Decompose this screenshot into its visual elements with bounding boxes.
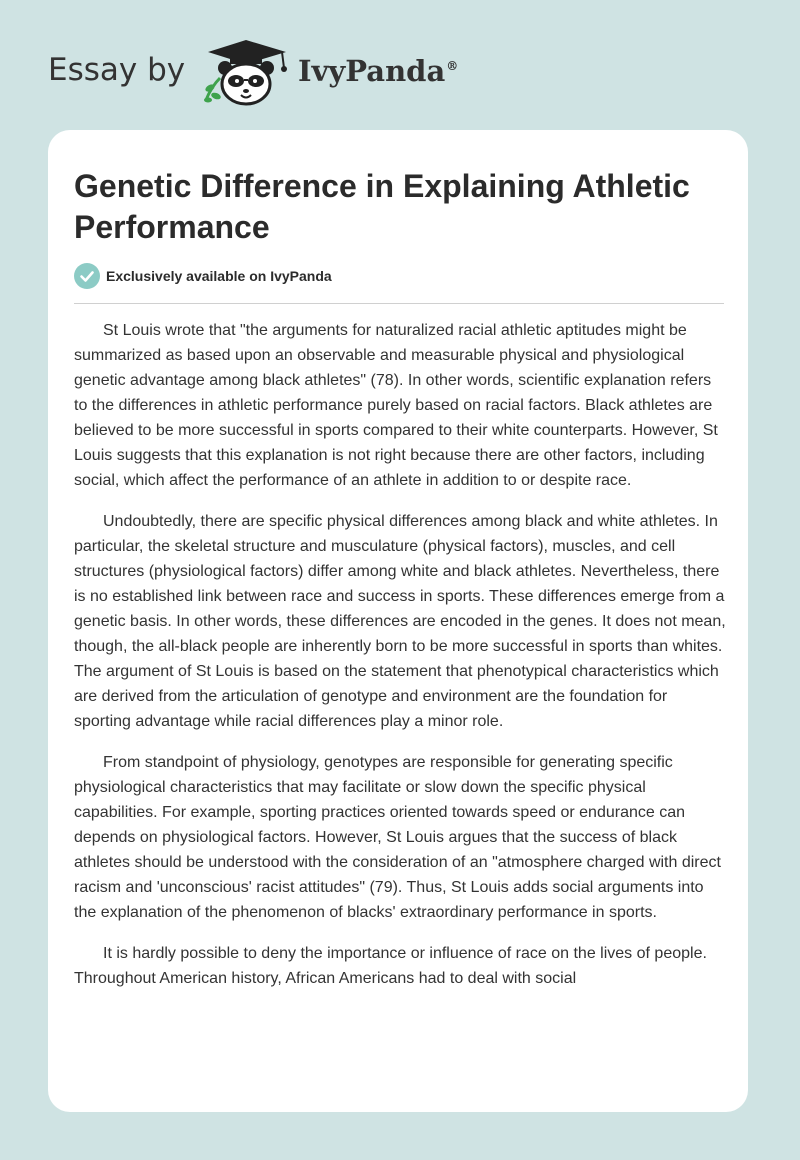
panda-logo-icon[interactable] xyxy=(200,38,292,108)
title-divider xyxy=(74,303,724,304)
check-circle-icon xyxy=(74,263,100,289)
essay-card xyxy=(48,130,748,1112)
essay-paragraph: Undoubtedly, there are specific physical differences among black and white athletes. In particular, the skeletal structure and musculature (physical factors), muscles, and cell structures (physiological factors) differ among white and black athletes. Nevertheless, there is no established link between race and success in sports. These differences emerge from a genetic basis. In other words, these differences are encoded in the genes. It does not mean, though, the all-black people are inherently born to be more successful in sports than whites. The argument of St Louis is based on the statement that phenotypical characteristics which are derived from the articulation of genotype and environment are the foundation for sporting advantage while racial differences play a minor role. xyxy=(74,513,726,730)
registered-mark: ® xyxy=(446,59,459,74)
essay-body xyxy=(74,318,726,1070)
essay-title: Genetic Difference in Explaining Athletic Performance xyxy=(74,168,690,245)
essay-paragraph: St Louis wrote that "the arguments for naturalized racial athletic aptitudes might be summarized as based upon an observable and measurable physical and physiological genetic advantage among black athletes" (78). In other words, scientific explanation refers to the differences in athletic performance purely based on racial factors. Black athletes are believed to be more successful in sports compared to their white counterparts. However, St Louis suggests that this explanation is not right because there are other factors, including social, which affect the performance of an athlete in addition to or despite race. xyxy=(74,322,718,489)
brand-name[interactable] xyxy=(298,54,458,88)
essay-paragraph: It is hardly possible to deny the importance or influence of race on the lives of people. Throughout American history, African Americans had to deal with social xyxy=(74,945,707,987)
site-header xyxy=(48,38,508,108)
essay-by-label: Essay by xyxy=(48,52,186,88)
brand-name-text: IvyPanda xyxy=(298,54,446,88)
exclusive-badge-text: Exclusively available on IvyPanda xyxy=(106,268,332,284)
exclusive-badge xyxy=(74,263,332,289)
essay-paragraph: From standpoint of physiology, genotypes are responsible for generating specific physiological characteristics that may facilitate or slow down the specific physical capabilities. For example, sporting practices oriented towards speed or endurance can depends on physiological factors. However, St Louis argues that the success of black athletes should be understood with the consideration of an "atmosphere charged with direct racism and 'unconscious' racist attitudes" (79). Thus, St Louis adds social arguments into the explanation of the phenomenon of blacks' extraordinary performance in sports. xyxy=(74,754,721,921)
